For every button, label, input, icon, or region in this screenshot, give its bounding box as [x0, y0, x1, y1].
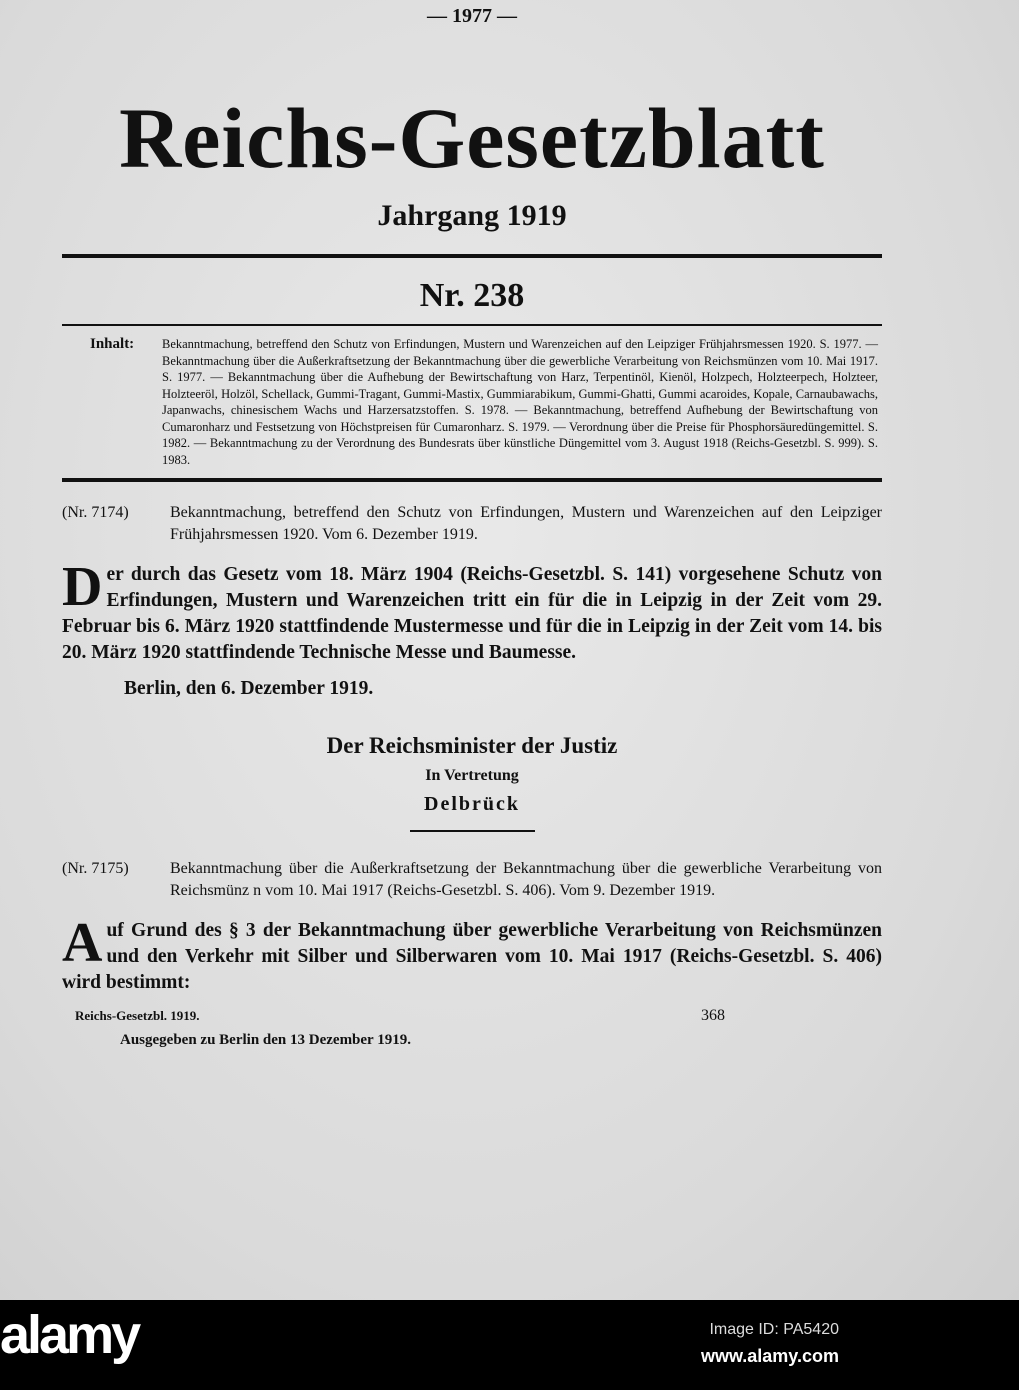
alamy-logo: alamy: [0, 1305, 139, 1365]
image-id: Image ID: PA5420: [709, 1321, 839, 1338]
section1-heading: Bekanntmachung, betreffend den Schutz von Erfindungen, Mustern und Warenzeichen auf den Leipziger Frühjahrsmessen 1920. Vom 6. Dezember 1919.: [170, 504, 882, 543]
section2-number: (Nr. 7175): [62, 860, 129, 877]
gazette-title: Reichs-Gesetzblatt: [119, 90, 825, 186]
section2-text: uf Grund des § 3 der Bekanntmachung über gewerbliche Verarbeitung von Reichsmünzen und den Verkehr mit Silber und Silberwaren vom 10. Mai 1917 (Reichs-Gesetzbl. S. 406) wird bestimmt:: [62, 920, 882, 993]
drop-cap: A: [62, 912, 103, 974]
footer-top-row: [62, 1006, 882, 1026]
signatory-title: Der Reichsminister der Justiz: [326, 733, 618, 758]
issue-number: Nr. 238: [419, 277, 525, 314]
section1-body: [62, 556, 882, 666]
contents-text: Bekanntmachung, betreffend den Schutz von Erfindungen, Mustern und Warenzeichen auf den Leipziger Frühjahrsmessen 1920. S. 1977. — Bekanntmachung über die Außerkraftsetzung der Bekanntmachung über die gewerbliche Verarbeitung von Reichsmünzen vom 10. Mai 1917. S. 1977. — Bekanntmachung über die Aufhebung der Bewirtschaftung von Harz, Terpentinöl, Kienöl, Holzpech, Holzteerpech, Holzteer, Holzteeröl, Holzöl, Schellack, Gummi-Tragant, Gummi-Mastix, Gummiarabikum, Gummi-Ghatti, Gummi acaroides, Kopale, Carnaubawachs, Japanwachs, chinesischem Wachs und Harzersatzstoffen. S. 1978. — Bekanntmachung, betreffend Aufhebung der Bewirtschaftung von Cumaronharz und Festsetzung von Höchstpreisen für Cumaronharz. S. 1979. — Verordnung über die Preise für Phosphorsäuredüngemittel. S. 1982. — Bekanntmachung zu der Verordnung des Bundesrats über künstliche Düngemittel vom 3. August 1918 (Reichs-Gesetzbl. S. 999). S. 1983.: [162, 337, 878, 467]
divider: [62, 254, 882, 258]
contents-block: [62, 336, 882, 468]
section1-number: (Nr. 7174): [62, 504, 129, 521]
section2-body: [62, 912, 882, 996]
watermark-banner: [0, 1300, 1019, 1390]
section1-header: [62, 502, 882, 546]
place-date: Berlin, den 6. Dezember 1919.: [124, 678, 374, 699]
divider: [62, 324, 882, 326]
drop-cap: D: [62, 556, 103, 618]
contents-label: Inhalt:: [90, 336, 135, 352]
divider: [62, 478, 882, 482]
footer-gazette: Reichs-Gesetzbl. 1919.: [75, 1008, 200, 1023]
divider: [410, 830, 535, 832]
section2-header: [62, 858, 882, 902]
section1-text: er durch das Gesetz vom 18. März 1904 (Reichs-Gesetzbl. S. 141) vorgesehene Schutz von Erfindungen, Mustern und Warenzeichen tritt ein für die in Leipzig in der Zeit vom 29. Februar bis 6. März 1920 stattfindende Mustermesse und für die in Leipzig in der Zeit vom 14. bis 20. März 1920 stattfindende Technische Messe und Baumesse.: [62, 564, 882, 663]
footer-sheet: 368: [701, 1007, 725, 1024]
page-column: [62, 0, 882, 1050]
footer-issued: Ausgegeben zu Berlin den 13 Dezember 1919.: [120, 1032, 411, 1048]
signatory-name: Delbrück: [424, 793, 520, 815]
page-number: — 1977 —: [427, 5, 517, 27]
deputy-note: In Vertretung: [425, 767, 519, 784]
section2-heading: Bekanntmachung über die Außerkraftsetzung der Bekanntmachung über die gewerbliche Verarbeitung von Reichsmünz n vom 10. Mai 1917 (Reichs-Gesetzbl. S. 406). Vom 9. Dezember 1919.: [170, 860, 882, 899]
gazette-year: Jahrgang 1919: [377, 199, 567, 232]
alamy-url: www.alamy.com: [700, 1346, 839, 1366]
